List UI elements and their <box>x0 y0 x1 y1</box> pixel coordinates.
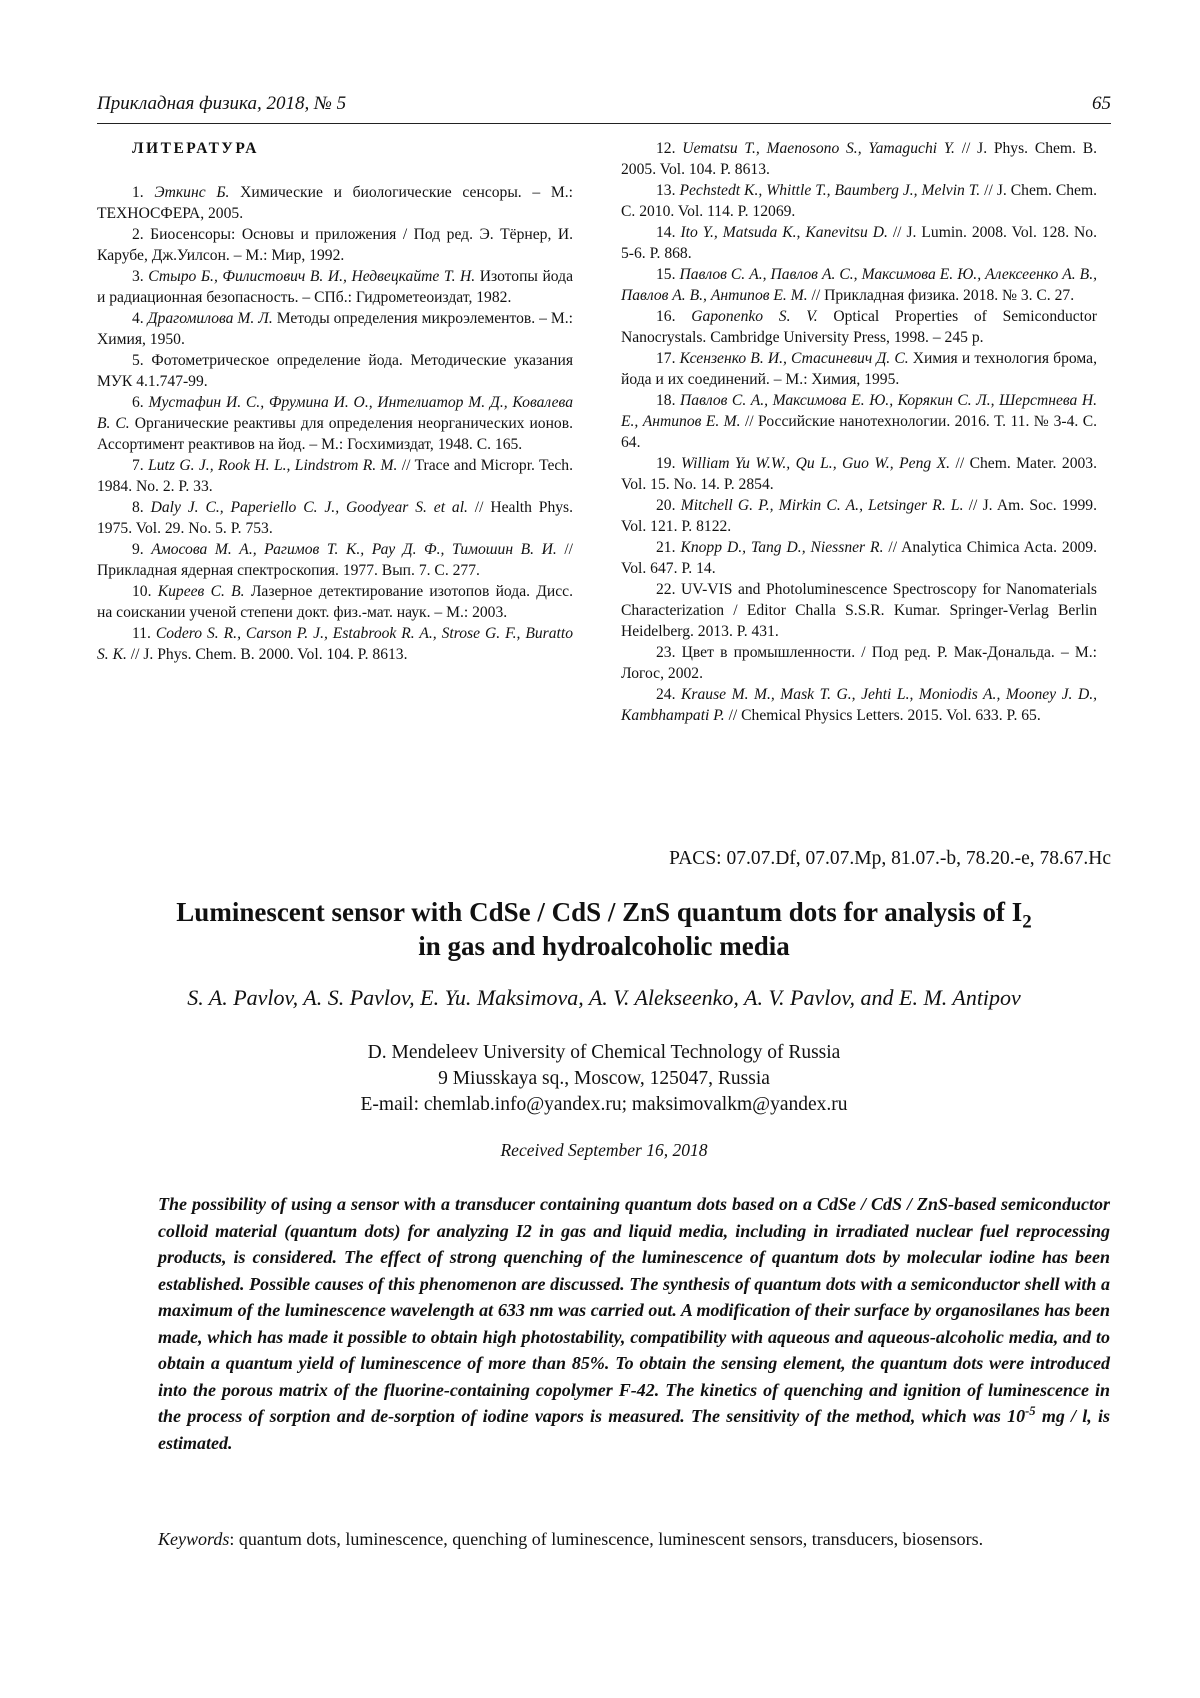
affiliation-email: E-mail: chemlab.info@yandex.ru; maksimovalkm@yandex.ru <box>97 1092 1111 1118</box>
reference-item <box>621 453 1097 495</box>
reference-source: Optical Properties of Semiconductor Nanocrystals. Cambridge University Press, 1998. – 245 p. <box>621 308 1097 346</box>
reference-authors: Киреев С. В. <box>158 583 245 600</box>
reference-item <box>97 266 573 308</box>
reference-text: 5. Фотометрическое определение йода. Методические указания МУК 4.1.747-99. <box>97 352 573 390</box>
reference-source: // J. Lumin. 2008. Vol. 128. No. 5-6. P. 868. <box>621 224 1097 262</box>
reference-item <box>97 392 573 455</box>
reference-authors: Павлов С. А., Павлов А. С., Максимова Е. Ю., Алексеенко А. В., Павлов А. В., Антипов Е. М. <box>621 266 1097 304</box>
reference-source: // Analytica Chimica Acta. 2009. Vol. 647. P. 14. <box>621 539 1097 577</box>
reference-text: 1. <box>132 184 154 201</box>
reference-item <box>621 684 1097 726</box>
reference-authors: Ксензенко В. И., Стасиневич Д. С. <box>680 350 909 367</box>
reference-item <box>621 495 1097 537</box>
reference-source: // Chem. Mater. 2003. Vol. 15. No. 14. P. 2854. <box>621 455 1097 493</box>
reference-source: Химические и биологические сенсоры. – М.: ТЕХНОСФЕРА, 2005. <box>97 184 573 222</box>
reference-source: // J. Phys. Chem. B. 2005. Vol. 104. P. 8613. <box>621 140 1097 178</box>
keywords-label: Keywords <box>158 1529 229 1549</box>
reference-authors: Ito Y., Matsuda K., Kanevitsu D. <box>680 224 887 241</box>
keywords <box>158 1526 1110 1552</box>
abstract <box>158 1191 1110 1456</box>
reference-item <box>97 308 573 350</box>
reference-item <box>97 623 573 665</box>
running-header <box>97 93 1111 124</box>
received-date: Received September 16, 2018 <box>97 1140 1111 1161</box>
reference-authors: Krause M. M., Mask T. G., Jehti L., Moniodis A., Mooney J. D., Kambhampati P. <box>621 686 1097 724</box>
reference-source: Лазерное детектирование изотопов йода. Дисс. на соискании ученой степени докт. физ.-мат. наук. – М.: 2003. <box>97 583 573 621</box>
reference-text: 17. <box>656 350 680 367</box>
reference-authors: Павлов С. А., Максимова Е. Ю., Корякин С. Л., Шерстнева Н. Е., Антипов Е. М. <box>621 392 1097 430</box>
reference-text: 20. <box>656 497 681 514</box>
abstract-text: The possibility of using a sensor with a transducer containing quantum dots based on a CdSe / CdS / ZnS-based semiconductor colloid material (quantum dots) for analyzing I2 in gas and liquid media, including in irradiated nuclear fuel reprocessing products, is considered. The effect of strong quenching of the luminescence of quantum dots by molecular iodine has been established. Possible causes of this phenomenon are discussed. The synthesis of quantum dots with a semiconductor shell with a maximum of the luminescence wavelength at 633 nm was carried out. A modification of their surface by organosilanes has been made, which has made it possible to obtain high photostability, compatibility with aqueous and aqueous-alcoholic media, and to obtain a quantum yield of luminescence of more than 85%. To obtain the sensing element, the quantum dots were introduced into the porous matrix of the fluorine-containing copolymer F-42. The kinetics of quenching and ignition of luminescence in the process of sorption and de-sorption of iodine vapors is measured. The sensitivity of the method, which was 10 <box>158 1194 1110 1426</box>
reference-source: Органические реактивы для определения неорганических ионов. Ассортимент реактивов на йод. – М.: Госхимиздат, 1948. С. 165. <box>97 415 573 453</box>
reference-authors: Lutz G. J., Rook H. L., Lindstrom R. M. <box>148 457 397 474</box>
reference-source: Химия и технология брома, йода и их соединений. – М.: Химия, 1995. <box>621 350 1097 388</box>
reference-text: 10. <box>132 583 158 600</box>
reference-authors: Амосова М. А., Рагимов Т. К., Рау Д. Ф., Тимошин В. И. <box>151 541 557 558</box>
reference-authors: William Yu W.W., Qu L., Guo W., Peng X. <box>681 455 950 472</box>
reference-item <box>97 182 573 224</box>
reference-item <box>621 537 1097 579</box>
references-column-left <box>97 138 573 665</box>
reference-item <box>97 497 573 539</box>
reference-authors: Codero S. R., Carson P. J., Estabrook R. A., Strose G. F., Buratto S. K. <box>97 625 573 663</box>
reference-text: 7. <box>132 457 148 474</box>
reference-text: 4. <box>132 310 148 327</box>
reference-item <box>97 224 573 266</box>
reference-item <box>621 348 1097 390</box>
title-line-1: Luminescent sensor with CdSe / CdS / ZnS quantum dots for analysis of I <box>176 897 1022 927</box>
reference-text: 6. <box>132 394 148 411</box>
reference-text: 3. <box>132 268 148 285</box>
reference-text: 12. <box>656 140 682 157</box>
reference-source: // Российские нанотехнологии. 2016. Т. 11. № 3-4. С. 64. <box>621 413 1097 451</box>
reference-source: // Trace and Micropr. Tech. 1984. No. 2. P. 33. <box>97 457 573 495</box>
reference-source: // Прикладная ядерная спектроскопия. 1977. Вып. 7. С. 277. <box>97 541 573 579</box>
reference-authors: Gaponenko S. V. <box>691 308 817 325</box>
reference-authors: Pechstedt K., Whittle T., Baumberg J., Melvin T. <box>679 182 980 199</box>
reference-text: 23. Цвет в промышленности. / Под ред. Р. Мак-Дональда. – М.: Логос, 2002. <box>621 644 1097 682</box>
reference-item <box>97 539 573 581</box>
reference-item <box>621 180 1097 222</box>
reference-item <box>621 222 1097 264</box>
reference-authors: Daly J. C., Paperiello C. J., Goodyear S. et al. <box>151 499 468 516</box>
reference-source: Методы определения микроэлементов. – М.: Химия, 1950. <box>97 310 573 348</box>
reference-text: 18. <box>656 392 680 409</box>
reference-item <box>621 306 1097 348</box>
reference-source: // J. Phys. Chem. B. 2000. Vol. 104. P. 8613. <box>127 646 408 663</box>
reference-item <box>621 579 1097 642</box>
reference-text: 21. <box>656 539 680 556</box>
reference-text: 24. <box>656 686 681 703</box>
reference-authors: Knopp D., Tang D., Niessner R. <box>680 539 883 556</box>
abstract-tail: mg / l, is estimated. <box>158 1406 1110 1453</box>
reference-item <box>97 581 573 623</box>
references-column-right <box>621 138 1097 726</box>
reference-authors: Эткинс Б. <box>154 184 229 201</box>
reference-text: 9. <box>132 541 151 558</box>
reference-authors: Стыро Б., Филистович В. И., Недвецкайте Т. Н. <box>148 268 475 285</box>
reference-source: // J. Chem. Chem. C. 2010. Vol. 114. P. 12069. <box>621 182 1097 220</box>
title-line-2: in gas and hydroalcoholic media <box>418 931 790 961</box>
title-subscript: 2 <box>1022 911 1031 932</box>
reference-source: // Прикладная физика. 2018. № 3. С. 27. <box>808 287 1074 304</box>
reference-item <box>621 390 1097 453</box>
reference-text: 11. <box>132 625 156 642</box>
reference-source: // Health Phys. 1975. Vol. 29. No. 5. P. 753. <box>97 499 573 537</box>
reference-authors: Mitchell G. P., Mirkin C. A., Letsinger R. L. <box>681 497 964 514</box>
reference-item <box>621 642 1097 684</box>
reference-source: // Chemical Physics Letters. 2015. Vol. 633. P. 65. <box>725 707 1041 724</box>
reference-item <box>621 264 1097 306</box>
reference-authors: Uematsu T., Maenosono S., Yamaguchi Y. <box>682 140 955 157</box>
article-title <box>97 895 1111 963</box>
reference-authors: Драгомилова М. Л. <box>148 310 273 327</box>
reference-text: 2. Биосенсоры: Основы и приложения / Под ред. Э. Тёрнер, И. Карубе, Дж.Уилсон. – М.: Мир, 1992. <box>97 226 573 264</box>
reference-item <box>621 138 1097 180</box>
affiliation <box>97 1040 1111 1118</box>
affiliation-institution: D. Mendeleev University of Chemical Technology of Russia <box>97 1040 1111 1066</box>
reference-text: 8. <box>132 499 151 516</box>
references-heading: ЛИТЕРАТУРА <box>132 138 573 159</box>
article-authors: S. A. Pavlov, A. S. Pavlov, E. Yu. Maksimova, A. V. Alekseenko, A. V. Pavlov, and E. M. Antipov <box>97 985 1111 1011</box>
journal-name: Прикладная физика, 2018, № 5 <box>97 93 346 115</box>
keywords-text: : quantum dots, luminescence, quenching of luminescence, luminescent sensors, transducers, biosensors. <box>229 1529 983 1549</box>
pacs-codes: PACS: 07.07.Df, 07.07.Mp, 81.07.-b, 78.20.-e, 78.67.Hc <box>669 848 1111 870</box>
reference-text: 22. UV-VIS and Photoluminescence Spectroscopy for Nanomaterials Characterization / Editor Challa S.S.R. Kumar. Springer-Verlag Berlin Heidelberg. 2013. P. 431. <box>621 581 1097 640</box>
reference-authors: Мустафин И. С., Фрумина И. О., Интелиатор М. Д., Ковалева В. С. <box>97 394 573 432</box>
reference-item <box>97 455 573 497</box>
reference-text: 13. <box>656 182 679 199</box>
reference-text: 19. <box>656 455 681 472</box>
reference-text: 15. <box>656 266 680 283</box>
reference-source: Изотопы йода и радиационная безопасность. – СПб.: Гидрометеоиздат, 1982. <box>97 268 573 306</box>
page-number: 65 <box>1092 93 1111 115</box>
reference-item <box>97 350 573 392</box>
affiliation-address: 9 Miusskaya sq., Moscow, 125047, Russia <box>97 1066 1111 1092</box>
reference-text: 16. <box>656 308 691 325</box>
reference-text: 14. <box>656 224 680 241</box>
abstract-superscript: -5 <box>1025 1404 1036 1418</box>
reference-source: // J. Am. Soc. 1999. Vol. 121. P. 8122. <box>621 497 1097 535</box>
